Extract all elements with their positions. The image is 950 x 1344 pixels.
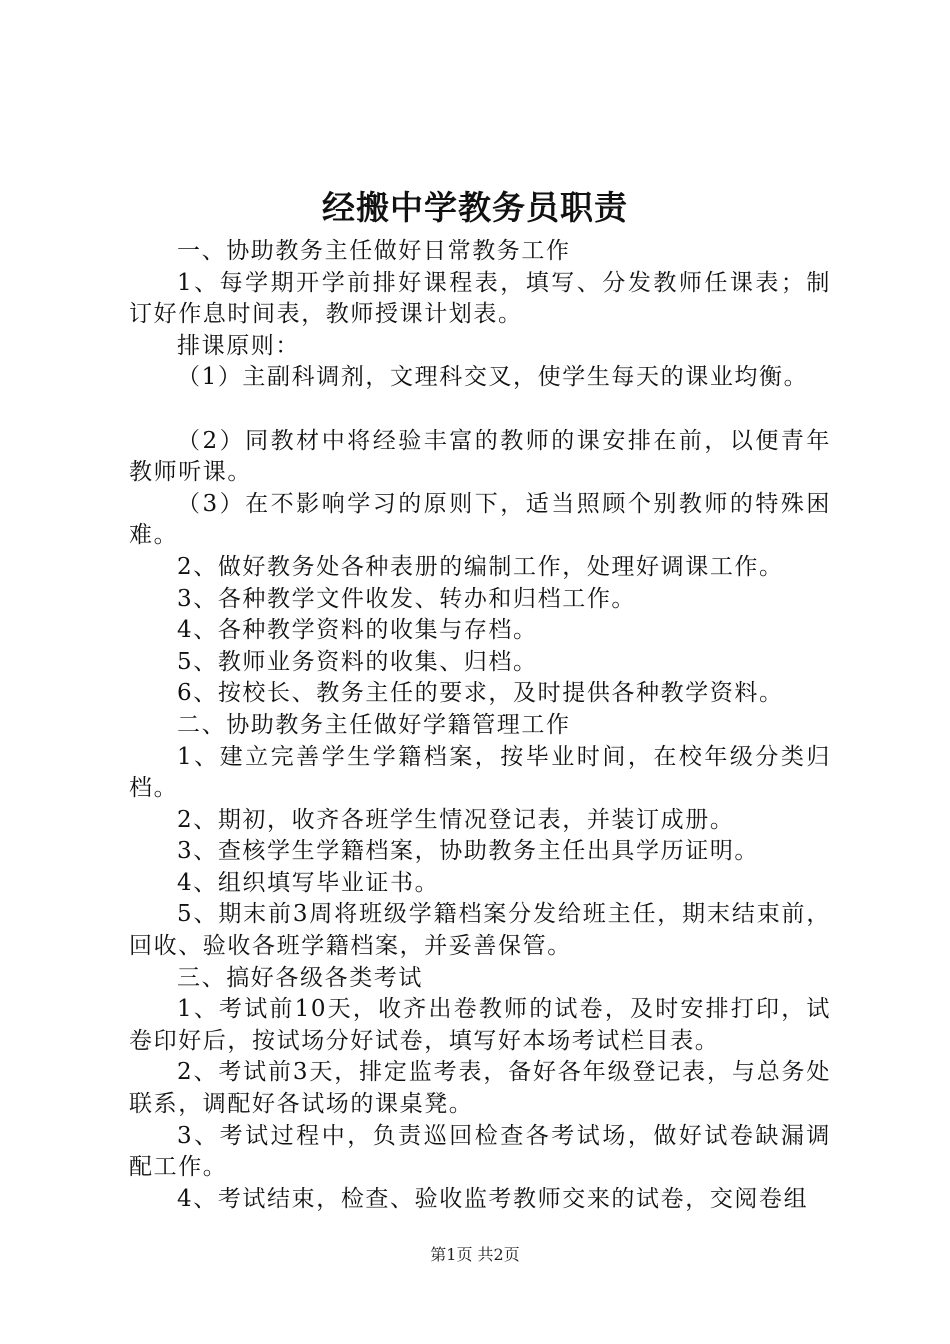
- section-heading: 二、协助教务主任做好学籍管理工作: [177, 711, 571, 738]
- paragraph: 2、期初，收齐各班学生情况登记表，并装订成册。: [177, 806, 735, 833]
- paragraph: 3、各种教学文件收发、转办和归档工作。: [177, 585, 637, 612]
- paragraph: 4、各种教学资料的收集与存档。: [177, 617, 538, 644]
- paragraph: 4、组织填写毕业证书。: [177, 869, 440, 896]
- paragraph: 5、期末前3周将班级学籍档案分发给班主任，期末结束前，回收、验收各班学籍档案，并妥善保管。: [129, 901, 831, 960]
- document-body: [129, 236, 831, 1215]
- paragraph: 1、每学期开学前排好课程表，填写、分发教师任课表；制订好作息时间表，教师授课计划表。: [129, 269, 831, 328]
- document-title: 经搬中学教务员职责: [322, 188, 628, 227]
- paragraph: 5、教师业务资料的收集、归档。: [177, 648, 538, 675]
- section-heading: 三、搞好各级各类考试: [177, 964, 423, 991]
- paragraph: 1、建立完善学生学籍档案，按毕业时间，在校年级分类归档。: [129, 743, 831, 802]
- paragraph: 1、考试前10天，收齐出卷教师的试卷，及时安排打印，试卷印好后，按试场分好试卷，填写好本场考试栏目表。: [129, 996, 831, 1054]
- paragraph: 6、按校长、教务主任的要求，及时提供各种教学资料。: [177, 680, 784, 707]
- page-number: 第1页 共2页: [430, 1245, 520, 1264]
- paragraph: 4、考试结束，检查、验收监考教师交来的试卷，交阅卷组: [177, 1185, 809, 1212]
- paragraph: 2、做好教务处各种表册的编制工作，处理好调课工作。: [177, 553, 784, 580]
- paragraph: （1）主副科调剂，文理科交叉，使学生每天的课业均衡。: [177, 364, 809, 391]
- paragraph: 排课原则：: [177, 332, 300, 359]
- section-heading: 一、协助教务主任做好日常教务工作: [177, 238, 571, 264]
- paragraph: 2、考试前3天，排定监考表，备好各年级登记表，与总务处联系，调配好各试场的课桌凳。: [129, 1059, 831, 1118]
- paragraph: （3）在不影响学习的原则下，适当照顾个别教师的特殊困难。: [129, 490, 831, 549]
- paragraph: 3、查核学生学籍档案，协助教务主任出具学历证明。: [177, 838, 760, 865]
- paragraph: （2）同教材中将经验丰富的教师的课安排在前，以便青年教师听课。: [129, 427, 831, 486]
- paragraph: 3、考试过程中，负责巡回检查各考试场，做好试卷缺漏调配工作。: [129, 1122, 831, 1181]
